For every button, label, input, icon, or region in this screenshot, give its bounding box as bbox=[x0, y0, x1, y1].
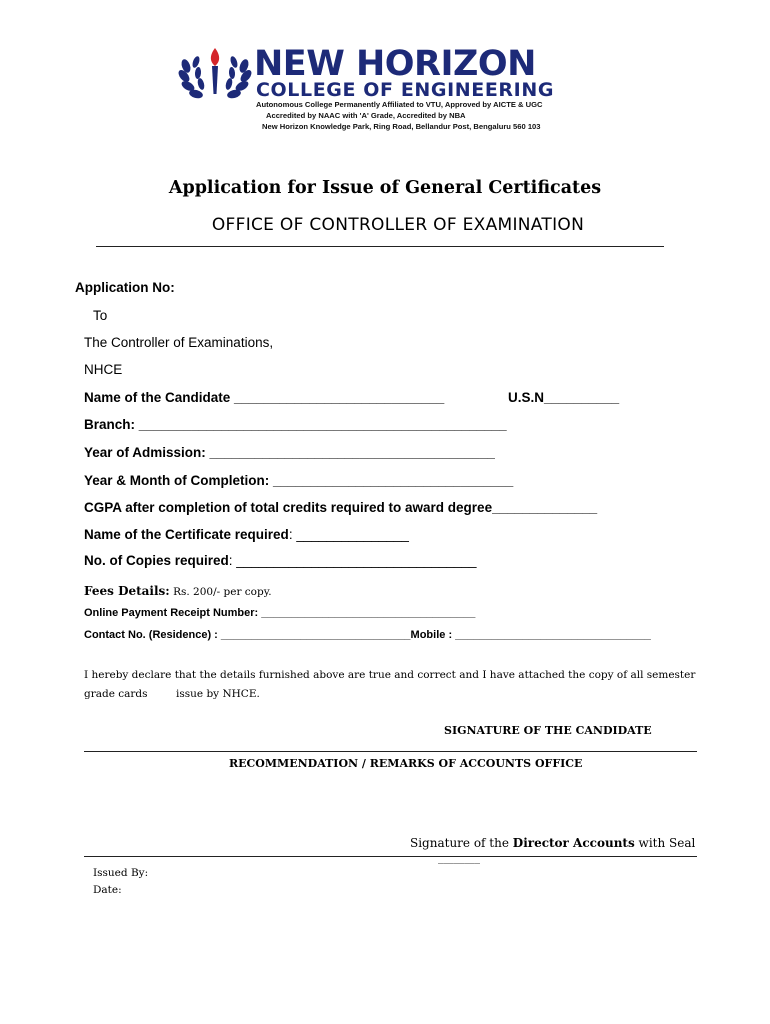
copies-blank: : ________________________________ bbox=[228, 553, 477, 568]
certificate-name-field bbox=[84, 527, 409, 542]
recommendation-heading: RECOMMENDATION / REMARKS OF ACCOUNTS OFFICE bbox=[229, 757, 583, 770]
office-heading: OFFICE OF CONTROLLER OF EXAMINATION bbox=[211, 215, 585, 235]
application-number-label: Application No: bbox=[75, 280, 175, 295]
branch-field: Branch: _________________________________________________ bbox=[84, 417, 507, 432]
director-accounts-label: Director Accounts bbox=[512, 836, 635, 850]
fees-value: Rs. 200/- per copy. bbox=[169, 586, 272, 598]
top-divider bbox=[96, 246, 664, 247]
candidate-signature-label: SIGNATURE OF THE CANDIDATE bbox=[444, 724, 652, 737]
usn-field: U.S.N__________ bbox=[508, 390, 620, 405]
copies-field bbox=[84, 553, 477, 568]
certificate-name-blank: : _______________ bbox=[288, 527, 409, 542]
college-logo-emblem bbox=[176, 42, 254, 106]
college-accreditation: Accredited by NAAC with 'A' Grade, Accredited by NBA bbox=[266, 111, 466, 120]
year-of-admission-field: Year of Admission: ______________________________________ bbox=[84, 445, 495, 460]
fees-label: Fees Details: bbox=[84, 584, 170, 598]
declaration-line1: I hereby declare that the details furnished above are true and correct and I have attached the copy of all semester bbox=[84, 669, 696, 681]
college-name-line2: COLLEGE OF ENGINEERING bbox=[256, 79, 555, 101]
addressee: The Controller of Examinations, bbox=[84, 335, 274, 350]
director-signature-label bbox=[410, 836, 695, 850]
director-signature-post: with Seal bbox=[634, 836, 696, 850]
issued-by-label: Issued By: bbox=[93, 867, 149, 879]
director-divider bbox=[84, 856, 697, 857]
short-blank: ________ bbox=[438, 852, 480, 864]
director-signature-pre: Signature of the bbox=[410, 836, 513, 850]
candidate-name-field: Name of the Candidate ____________________________ bbox=[84, 390, 445, 405]
cgpa-field: CGPA after completion of total credits required to award degree______________ bbox=[84, 500, 598, 515]
year-of-completion-field: Year & Month of Completion: ________________________________ bbox=[84, 473, 514, 488]
to-label: To bbox=[93, 308, 108, 323]
institution: NHCE bbox=[84, 362, 123, 377]
contact-field: Contact No. (Residence) : _______________________________Mobile : ________________________________ bbox=[84, 629, 651, 641]
date-label: Date: bbox=[93, 884, 122, 896]
copies-label: No. of Copies required bbox=[84, 553, 229, 568]
declaration-line2a: grade cards bbox=[84, 688, 148, 700]
college-name-line1: NEW HORIZON bbox=[254, 44, 536, 84]
form-title: Application for Issue of General Certificates bbox=[168, 178, 602, 198]
declaration-line2b: issue by NHCE. bbox=[176, 688, 260, 700]
college-address: New Horizon Knowledge Park, Ring Road, Bellandur Post, Bengaluru 560 103 bbox=[262, 122, 541, 131]
receipt-number-field: Online Payment Receipt Number: ___________________________________ bbox=[84, 607, 476, 619]
fees-details bbox=[84, 582, 272, 600]
signature-divider bbox=[84, 751, 697, 752]
certificate-name-label: Name of the Certificate required bbox=[84, 527, 289, 542]
college-affiliation: Autonomous College Permanently Affiliated to VTU, Approved by AICTE & UGC bbox=[256, 100, 543, 109]
